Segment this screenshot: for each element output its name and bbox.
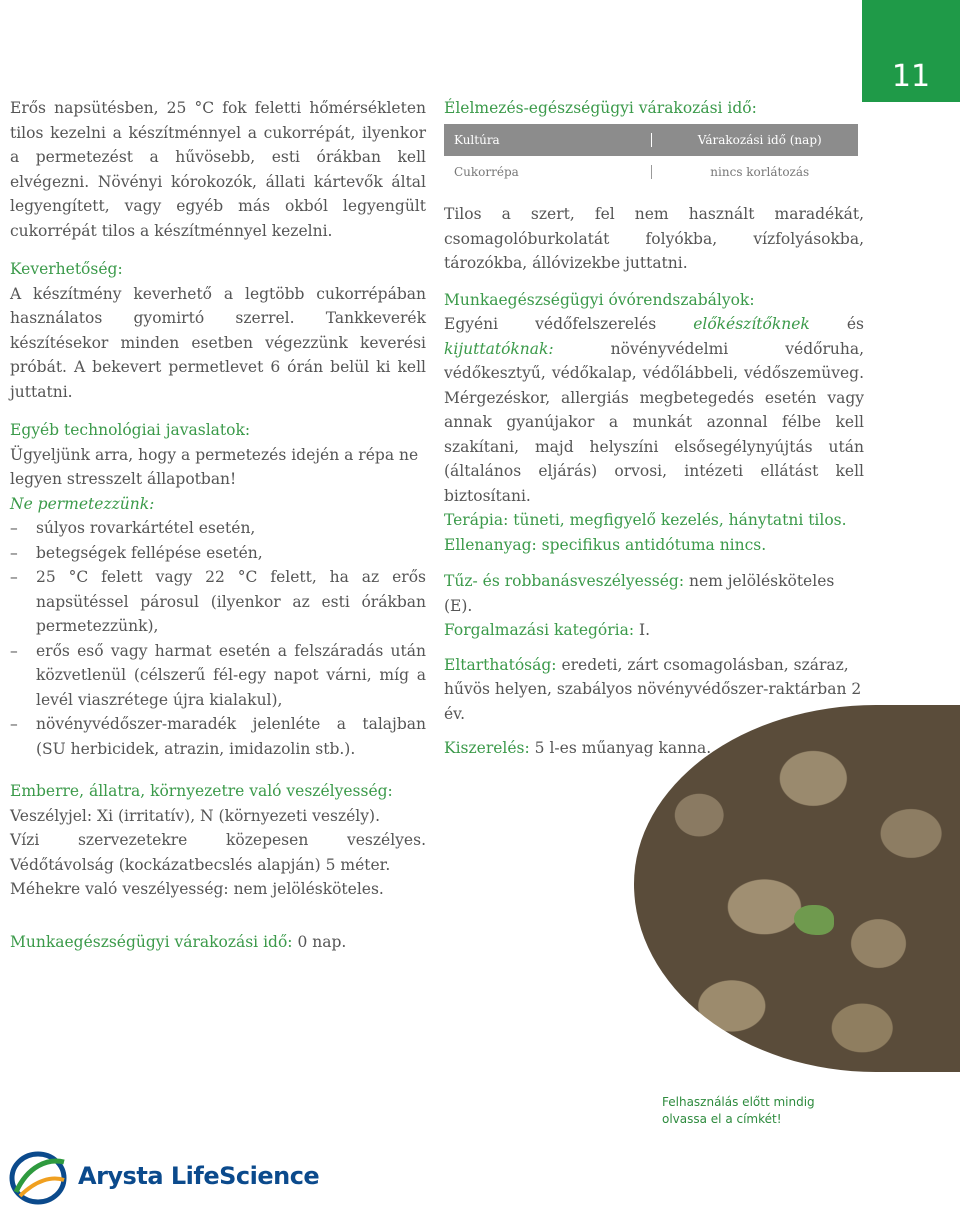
fire-line: Tűz- és robbanásveszélyesség: nem jelölésköteles (E).	[444, 572, 835, 615]
tech-heading: Egyéb technológiai javaslatok:	[10, 421, 251, 439]
right-column-body	[444, 202, 864, 761]
hazard-line: Veszélyjel: Xi (irritatív), N (környezeti veszély).	[10, 806, 380, 825]
list-item: – 25 °C felett vagy 22 °C felett, ha az erős napsütéssel párosul (ilyenkor az esti órákban permetezzünk),	[10, 568, 426, 635]
table-row	[444, 156, 858, 188]
disposal-paragraph: Tilos a szert, fel nem használt maradékát, csomagolóburkolatát folyókba, vízfolyásokba, tározókba, állóvizekbe juttatni.	[444, 205, 864, 272]
list-item: – betegségek fellépése esetén,	[10, 543, 263, 562]
hazard-line: Vízi szervezetekre közepesen veszélyes. Védőtávolság (kockázatbecslés alapján) 5 méter.	[10, 831, 426, 874]
safety-em: kijuttatóknak:	[444, 339, 554, 358]
page-number-tab	[862, 0, 960, 102]
logo-text: Arysta LifeScience	[78, 1162, 320, 1190]
mix-heading: Keverhetőség:	[10, 260, 123, 278]
category-line: Forgalmazási kategória: I.	[444, 621, 651, 639]
list-item: – súlyos rovarkártétel esetén,	[10, 519, 256, 537]
food-wait-heading: Élelmezés-egészségügyi várakozási idő:	[444, 99, 757, 117]
table-header-cell: Várakozási idő (nap)	[651, 133, 859, 147]
left-column	[10, 96, 426, 954]
no-spray-heading: Ne permetezzünk:	[10, 494, 155, 513]
safety-paragraph: Egyéni védőfelszerelés előkészítőknek és kijuttatóknak: növényvédelmi védőruha, védőkesztyű, védőkalap, védőlábbeli, védőszemüveg. Mérgezéskor, allergiás megbetegedés esetén vagy annak gyanújakor a munkát azonnal félbe kell szakítani, majd helyszíni elsősegélynyújtás után (általános eljárás) orvosi, intézeti ellátást kell biztosítani.	[444, 315, 864, 505]
notice-line: Felhasználás előtt mindig	[662, 1095, 815, 1109]
storage-line: Eltarthatóság: eredeti, zárt csomagolásban, száraz, hűvös helyen, szabályos növényvédőszer-raktárban 2 év.	[444, 655, 862, 723]
list-item: – növényvédőszer-maradék jelenléte a talajban (SU herbicidek, atrazin, imidazolin stb.).	[10, 715, 426, 758]
safety-heading: Munkaegészségügyi óvórendszabályok:	[444, 290, 755, 309]
safety-em: előkészítőknek	[693, 315, 810, 333]
list-item: – erős eső vagy harmat esetén a felszáradás után közvetlenül (célszerű fél-egy napot várni, míg a levél viaszrétege újra kialakul),	[10, 641, 426, 709]
hazard-heading: Emberre, állatra, környezetre való veszélyesség:	[10, 782, 393, 800]
arysta-logo	[6, 1146, 319, 1206]
work-wait-value: 0 nap.	[292, 932, 347, 951]
table-cell: nincs korlátozás	[651, 165, 859, 179]
intro-paragraph: Erős napsütésben, 25 °C fok feletti hőmérsékleten tilos kezelni a készítménnyel a cukorrépát, ilyenkor a permetezést a hűvösebb, esti órákban kell elvégezni. Növényi kórokozók, állati kártevők által legyengített, vagy egyéb más okból legyengült cukorrépát tilos a készítménnyel kezelni.	[10, 99, 426, 240]
pack-line: Kiszerelés: 5 l-es műanyag kanna.	[444, 739, 712, 757]
therapy-line: Terápia: tüneti, megfigyelő kezelés, hánytatni tilos.	[444, 511, 847, 529]
work-wait-line	[10, 930, 426, 955]
page-number: 11	[891, 59, 931, 94]
right-column	[444, 96, 864, 121]
table-cell: Cukorrépa	[454, 165, 519, 179]
table-header-row	[444, 124, 858, 156]
work-wait-label: Munkaegészségügyi várakozási idő:	[10, 932, 293, 951]
waiting-time-table	[444, 124, 858, 188]
hazard-line: Méhekre való veszélyesség: nem jelölésköteles.	[10, 880, 384, 898]
mix-paragraph: A készítmény keverhető a legtöbb cukorrépában használatos gyomirtó szerrel. Tankkeverék készítésekor minden esetben végezzünk keverési próbát. A bekevert permetlevet 6 órán belül ki kell juttatni.	[10, 284, 426, 401]
antidote-line: Ellenanyag: specifikus antidótuma nincs.	[444, 535, 767, 554]
table-header-cell: Kultúra	[454, 133, 500, 147]
tech-paragraph: Ügyeljünk arra, hogy a permetezés idején a répa ne legyen stresszelt állapotban!	[10, 445, 419, 488]
label-notice	[662, 1094, 842, 1128]
arysta-logo-icon	[6, 1146, 70, 1206]
notice-line: olvassa el a címkét!	[662, 1112, 782, 1126]
